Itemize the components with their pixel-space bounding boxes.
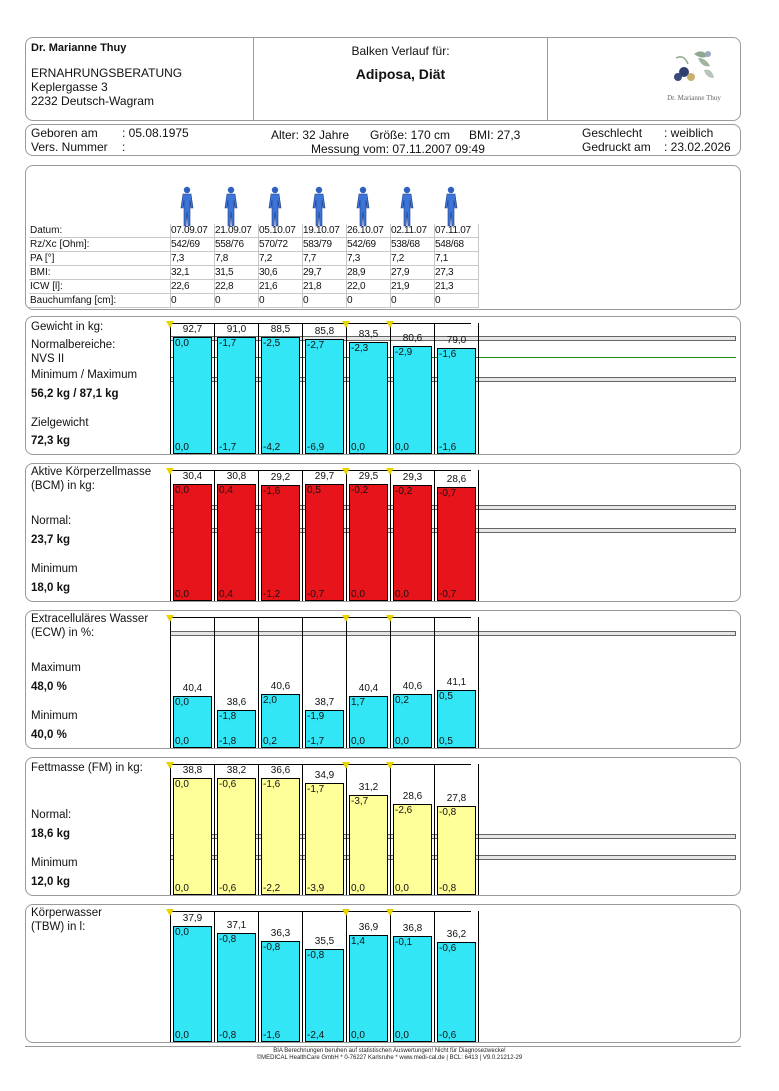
chart-column-divider	[214, 617, 215, 748]
patient-height: Größe: 170 cm	[370, 128, 451, 142]
chart-column-divider	[302, 323, 303, 454]
bar-value-label: 36,9	[358, 922, 379, 934]
bar-value-label: 38,6	[226, 697, 247, 709]
panel-reference-value: 18,6 kg	[31, 828, 70, 840]
bar-value-label: 29,2	[270, 472, 291, 484]
table-cell: 0	[435, 295, 441, 306]
bar-cumulative-label: 0,0	[395, 883, 409, 894]
chart-column-divider	[214, 470, 215, 601]
footer-divider	[25, 1046, 741, 1047]
bar-cumulative-label: -2,4	[307, 1030, 325, 1041]
bar-cumulative-label: -0,8	[219, 1030, 237, 1041]
bar-cumulative-label: 0,0	[351, 736, 365, 747]
panel-label: Extracelluläres Wasser	[31, 613, 149, 625]
footer-copyright: ©MEDICAL HealthCare GmbH * 0-76227 Karlsruhe * www.medi-cal.de | BCL: 6413 | V9.0.21212-29	[256, 1055, 523, 1061]
table-date-cell: 21.09.07	[215, 225, 252, 236]
bar-delta-label: -1,6	[439, 349, 457, 361]
practice-line-3: 2232 Deutsch-Wagram	[31, 94, 154, 108]
table-cell: 548/68	[435, 239, 464, 250]
table-cell: 0	[171, 295, 177, 306]
table-column-divider	[302, 224, 303, 308]
bar-value-label: 92,7	[182, 324, 203, 335]
practice-logo	[654, 44, 734, 114]
chart-bar	[393, 346, 432, 454]
table-cell: 0	[347, 295, 353, 306]
bar-cumulative-label: 0,0	[175, 589, 189, 600]
bar-cumulative-label: -1,6	[439, 442, 457, 453]
table-row-label: Rz/Xc [Ohm]:	[30, 239, 90, 250]
chart-bar	[173, 484, 212, 601]
bar-delta-label: -0,8	[307, 950, 325, 962]
chart-column-divider	[214, 323, 215, 454]
bar-value-label: 37,1	[226, 920, 247, 932]
bar-cumulative-label: -0,6	[439, 1030, 457, 1041]
chart-bar	[173, 926, 212, 1042]
bar-value-label: 83,5	[358, 329, 379, 341]
panel-reference-value: 56,2 kg / 87,1 kg	[31, 388, 119, 400]
table-cell: 7,1	[435, 253, 449, 264]
chart-bar	[437, 806, 476, 895]
table-date-cell: 02.11.07	[391, 225, 427, 236]
table-cell: 21,3	[435, 281, 454, 292]
sex-value: : weiblich	[664, 126, 714, 140]
measurement-marker-icon	[386, 762, 394, 769]
bar-value-label: 29,7	[314, 471, 335, 482]
chart-bar	[393, 804, 432, 895]
table-row-divider	[29, 237, 478, 238]
bar-cumulative-label: 0,0	[351, 442, 365, 453]
bar-cumulative-label: -0,8	[439, 883, 457, 894]
table-cell: 583/79	[303, 239, 332, 250]
panel-tbw	[25, 904, 741, 1043]
bar-value-label: 30,4	[182, 471, 203, 482]
chart-bar	[261, 337, 300, 454]
panel-label: Körperwasser	[31, 907, 102, 919]
bar-value-label: 31,2	[358, 782, 379, 794]
bar-delta-label: 0,4	[219, 485, 233, 496]
bar-cumulative-label: 0,0	[395, 589, 409, 600]
bar-cumulative-label: -4,2	[263, 442, 281, 453]
bar-delta-label: -0,1	[395, 937, 413, 949]
panel-label: Minimum	[31, 857, 78, 869]
table-column-divider	[170, 224, 171, 308]
table-cell: 29,7	[303, 267, 322, 278]
table-column-divider	[434, 224, 435, 308]
chart-column-divider	[478, 323, 479, 454]
panel-label: Aktive Körperzellmasse	[31, 466, 152, 478]
bar-cumulative-label: 0,0	[175, 442, 189, 453]
chart-bar	[217, 778, 256, 895]
chart-bar	[173, 778, 212, 895]
table-cell: 27,9	[391, 267, 410, 278]
bar-cumulative-label: 0,0	[395, 442, 409, 453]
bar-delta-label: 1,7	[351, 696, 365, 708]
bar-delta-label: -1,6	[263, 486, 281, 498]
bar-value-label: 35,5	[314, 936, 335, 948]
chart-bar	[437, 487, 476, 601]
panel-bcm	[25, 463, 741, 602]
table-column-divider	[346, 224, 347, 308]
chart-bar	[261, 485, 300, 601]
bar-delta-label: 0,5	[439, 690, 453, 702]
bar-cumulative-label: 0,0	[175, 736, 189, 747]
bar-delta-label: -0,6	[219, 779, 237, 790]
sex-label: Geschlecht	[582, 126, 643, 140]
table-cell: 32,1	[171, 267, 190, 278]
bar-delta-label: -0,2	[351, 485, 369, 496]
table-cell: 0	[215, 295, 221, 306]
table-row-divider	[29, 251, 478, 252]
chart-bar	[217, 484, 256, 601]
chart-column-divider	[170, 323, 171, 454]
table-date-cell: 05.10.07	[259, 225, 296, 236]
report-header	[25, 37, 741, 121]
bar-value-label: 40,6	[402, 680, 423, 692]
person-icon	[353, 186, 373, 228]
table-date-cell: 07.09.07	[171, 225, 208, 236]
bar-delta-label: -1,8	[219, 711, 237, 723]
bar-cumulative-label: 0,0	[395, 736, 409, 747]
bar-cumulative-label: -1,6	[263, 1030, 281, 1041]
table-cell: 542/69	[347, 239, 376, 250]
panel-reference-value: 23,7 kg	[31, 534, 70, 546]
insurance-label: Vers. Nummer	[31, 140, 108, 154]
panel-reference-value: 48,0 %	[31, 681, 67, 693]
printed-value: : 23.02.2026	[664, 140, 731, 154]
panel-label: Normal:	[31, 809, 72, 821]
table-cell: 31,5	[215, 267, 234, 278]
table-cell: 21,8	[303, 281, 322, 292]
practice-line-1: ERNAHRUNGSBERATUNG	[31, 66, 183, 80]
table-cell: 27,3	[435, 267, 454, 278]
bar-delta-label: -2,3	[351, 343, 369, 355]
born-value: : 05.08.1975	[122, 126, 189, 140]
bar-value-label: 36,8	[402, 923, 423, 935]
measurement-date: Messung vom: 07.11.2007 09:49	[311, 142, 485, 156]
chart-column-divider	[170, 911, 171, 1042]
table-cell: 30,6	[259, 267, 278, 278]
reference-line	[170, 631, 736, 636]
chart-column-divider	[302, 617, 303, 748]
bar-delta-label: -0,8	[439, 807, 457, 819]
bar-delta-label: -1,7	[219, 338, 237, 349]
table-cell: 0	[303, 295, 309, 306]
chart-bar	[305, 339, 344, 454]
bar-value-label: 79,0	[446, 335, 467, 347]
bar-value-label: 88,5	[270, 324, 291, 335]
table-cell: 21,6	[259, 281, 278, 292]
bar-value-label: 40,4	[358, 682, 379, 694]
table-column-divider	[390, 224, 391, 308]
panel-label: Minimum	[31, 710, 78, 722]
chart-bar	[349, 935, 388, 1042]
table-row-label: ICW [l]:	[30, 281, 63, 292]
table-column-divider	[214, 224, 215, 308]
measurement-marker-icon	[342, 762, 350, 769]
bar-value-label: 85,8	[314, 326, 335, 338]
measurement-marker-icon	[386, 615, 394, 622]
bar-cumulative-label: 0,0	[351, 1030, 365, 1041]
bar-value-label: 28,6	[446, 474, 467, 486]
bar-delta-label: -0,7	[439, 488, 457, 500]
chart-column-divider	[170, 764, 171, 895]
panel-label: Minimum / Maximum	[31, 369, 138, 381]
person-icon	[441, 186, 461, 228]
table-cell: 538/68	[391, 239, 420, 250]
bar-value-label: 27,8	[446, 793, 467, 805]
panel-reference-value: 72,3 kg	[31, 435, 70, 447]
bar-cumulative-label: -2,2	[263, 883, 281, 894]
table-cell: 7,2	[391, 253, 405, 264]
person-icon	[221, 186, 241, 228]
bar-cumulative-label: -1,7	[307, 736, 325, 747]
bar-cumulative-label: -1,7	[219, 442, 237, 453]
bar-value-label: 80,6	[402, 333, 423, 345]
bar-cumulative-label: 0,0	[395, 1030, 409, 1041]
chart-bar	[305, 783, 344, 895]
patient-age: Alter: 32 Jahre	[271, 128, 350, 142]
bar-cumulative-label: -1,8	[219, 736, 237, 747]
bar-delta-label: 0,0	[175, 779, 189, 790]
table-column-divider	[478, 224, 479, 308]
chart-column-divider	[302, 470, 303, 601]
table-cell: 22,0	[347, 281, 366, 292]
bar-value-label: 28,6	[402, 790, 423, 802]
report-subject: Adiposa, Diät	[355, 66, 446, 82]
table-cell: 7,8	[215, 253, 229, 264]
table-row-label: PA [°]	[30, 253, 55, 264]
bar-value-label: 30,8	[226, 471, 247, 482]
chart-bar	[217, 933, 256, 1042]
panel-reference-value: 40,0 %	[31, 729, 67, 741]
table-row-divider	[29, 307, 478, 308]
bar-cumulative-label: -0,7	[439, 589, 457, 600]
table-row-label: Datum:	[30, 225, 63, 236]
bar-value-label: 38,2	[226, 765, 247, 776]
chart-column-divider	[258, 764, 259, 895]
chart-column-divider	[302, 911, 303, 1042]
chart-column-divider	[434, 764, 435, 895]
chart-bar	[261, 941, 300, 1042]
bar-cumulative-label: 0,2	[263, 736, 277, 747]
panel-label: Normal:	[31, 515, 72, 527]
bar-value-label: 29,5	[358, 471, 379, 482]
bar-delta-label: -1,7	[307, 784, 325, 796]
bar-delta-label: 2,0	[263, 694, 277, 706]
table-date-cell: 07.11.07	[435, 225, 471, 236]
panel-label: Gewicht in kg:	[31, 321, 104, 333]
chart-bar	[349, 795, 388, 895]
person-icon	[265, 186, 285, 228]
chart-top-line	[170, 617, 471, 618]
person-icon	[309, 186, 329, 228]
panel-label: (ECW) in %:	[31, 627, 95, 639]
bar-delta-label: -0,6	[439, 943, 457, 955]
bar-delta-label: 1,4	[351, 936, 365, 948]
chart-bar	[437, 348, 476, 454]
chart-bar	[173, 337, 212, 454]
chart-column-divider	[390, 764, 391, 895]
footer-disclaimer: BIA Berechnungen beruhen auf statistischen Auswertungen! Nicht für Diagnosezwecke!	[273, 1048, 506, 1054]
practice-line-2: Keplergasse 3	[31, 80, 108, 94]
measurement-marker-icon	[386, 321, 394, 328]
bar-delta-label: -0,8	[263, 942, 281, 954]
table-cell: 21,9	[391, 281, 410, 292]
logo-graphic	[654, 44, 734, 114]
bar-cumulative-label: -0,6	[219, 883, 237, 894]
chart-bar	[349, 342, 388, 454]
patient-info	[25, 124, 741, 156]
bar-value-label: 36,2	[446, 929, 467, 941]
measurement-marker-icon	[342, 909, 350, 916]
table-row-divider	[29, 265, 478, 266]
chart-top-line	[170, 911, 471, 912]
chart-bar	[437, 942, 476, 1042]
table-date-cell: 19.10.07	[303, 225, 340, 236]
measurement-marker-icon	[166, 615, 174, 622]
bar-delta-label: -3,7	[351, 796, 369, 808]
bar-delta-label: -2,7	[307, 340, 325, 352]
bar-value-label: 37,9	[182, 912, 203, 924]
table-cell: 0	[259, 295, 265, 306]
table-cell: 28,9	[347, 267, 366, 278]
bar-delta-label: -2,5	[263, 338, 281, 349]
chart-column-divider	[346, 470, 347, 601]
bar-delta-label: -1,9	[307, 710, 325, 722]
table-column-divider	[258, 224, 259, 308]
printed-label: Gedruckt am	[582, 140, 651, 154]
panel-label: Maximum	[31, 662, 81, 674]
panel-label: Zielgewicht	[31, 417, 89, 429]
bar-value-label: 36,3	[270, 928, 291, 940]
bar-cumulative-label: -3,9	[307, 883, 325, 894]
person-icon	[397, 186, 417, 228]
chart-bar	[305, 484, 344, 601]
measurement-marker-icon	[386, 909, 394, 916]
panel-ecw	[25, 610, 741, 749]
bar-cumulative-label: 0,0	[175, 883, 189, 894]
panel-reference-value: 18,0 kg	[31, 582, 70, 594]
chart-bar	[393, 485, 432, 601]
bar-value-label: 40,4	[182, 682, 203, 694]
panel-label: (BCM) in kg:	[31, 480, 95, 492]
table-cell: 7,3	[347, 253, 361, 264]
bar-value-label: 38,8	[182, 765, 203, 776]
insurance-value: :	[122, 140, 126, 154]
panel-label: NVS II	[31, 353, 65, 365]
bar-delta-label: -1,6	[263, 779, 281, 791]
bar-value-label: 29,3	[402, 471, 423, 483]
chart-column-divider	[214, 764, 215, 895]
bar-value-label: 41,1	[446, 676, 467, 688]
chart-column-divider	[478, 911, 479, 1042]
bar-cumulative-label: 0,4	[219, 589, 233, 600]
bar-delta-label: -0,8	[219, 934, 237, 946]
table-cell: 7,7	[303, 253, 317, 264]
table-cell: 0	[391, 295, 397, 306]
chart-column-divider	[258, 323, 259, 454]
person-icon	[177, 186, 197, 228]
panel-label: Fettmasse (FM) in kg:	[31, 762, 143, 774]
bar-cumulative-label: -6,9	[307, 442, 325, 453]
chart-bar	[217, 337, 256, 454]
table-row-label: BMI:	[30, 267, 51, 278]
bar-delta-label: 0,0	[175, 926, 189, 938]
bar-delta-label: 0,2	[395, 694, 409, 706]
table-row-divider	[29, 279, 478, 280]
bar-cumulative-label: 0,0	[351, 883, 365, 894]
table-cell: 22,8	[215, 281, 234, 292]
table-cell: 7,2	[259, 253, 273, 264]
chart-column-divider	[258, 470, 259, 601]
chart-bar	[261, 778, 300, 895]
bar-value-label: 36,6	[270, 765, 291, 777]
born-label: Geboren am	[31, 126, 98, 140]
patient-bmi: BMI: 27,3	[469, 128, 521, 142]
bar-cumulative-label: -1,2	[263, 589, 281, 600]
chart-column-divider	[302, 764, 303, 895]
report-heading: Balken Verlauf für:	[351, 44, 450, 58]
bar-delta-label: -2,6	[395, 804, 413, 816]
chart-bar	[393, 936, 432, 1042]
table-date-cell: 26.10.07	[347, 225, 384, 236]
measurement-table	[25, 165, 741, 310]
bar-value-label: 40,6	[270, 680, 291, 692]
panel-label: Minimum	[31, 563, 78, 575]
bar-delta-label: 0,0	[175, 696, 189, 708]
header-divider	[547, 38, 548, 120]
chart-column-divider	[346, 323, 347, 454]
table-cell: 558/76	[215, 239, 244, 250]
table-row-label: Bauchumfang [cm]:	[30, 295, 117, 306]
chart-column-divider	[478, 764, 479, 895]
chart-column-divider	[390, 470, 391, 601]
panel-fat-mass	[25, 757, 741, 896]
bar-delta-label: 0,0	[175, 485, 189, 496]
practitioner-name: Dr. Marianne Thuy	[31, 42, 127, 54]
panel-label: Normalbereiche:	[31, 339, 116, 351]
chart-column-divider	[434, 470, 435, 601]
panel-weight	[25, 316, 741, 455]
chart-bar	[349, 484, 388, 601]
chart-column-divider	[170, 470, 171, 601]
table-cell: 7,3	[171, 253, 185, 264]
bar-delta-label: -2,9	[395, 347, 413, 359]
panel-label: (TBW) in l:	[31, 921, 86, 933]
bar-cumulative-label: 0,5	[439, 736, 453, 747]
bar-value-label: 91,0	[226, 324, 247, 335]
bar-cumulative-label: 0,0	[351, 589, 365, 600]
bar-value-label: 38,7	[314, 696, 335, 708]
table-cell: 22,6	[171, 281, 190, 292]
logo-caption: Dr. Marianne Thuy	[667, 94, 721, 102]
chart-column-divider	[478, 470, 479, 601]
measurement-marker-icon	[342, 615, 350, 622]
bar-delta-label: 0,5	[307, 485, 321, 496]
panel-reference-value: 12,0 kg	[31, 876, 70, 888]
chart-column-divider	[478, 617, 479, 748]
bar-delta-label: -0,2	[395, 485, 413, 497]
bar-cumulative-label: -0,7	[307, 589, 325, 600]
table-cell: 570/72	[259, 239, 288, 250]
bar-cumulative-label: 0,0	[175, 1030, 189, 1041]
bar-value-label: 34,9	[314, 770, 335, 782]
table-cell: 542/69	[171, 239, 200, 250]
bar-delta-label: 0,0	[175, 338, 189, 349]
chart-bar	[305, 949, 344, 1042]
table-row-divider	[29, 293, 478, 294]
